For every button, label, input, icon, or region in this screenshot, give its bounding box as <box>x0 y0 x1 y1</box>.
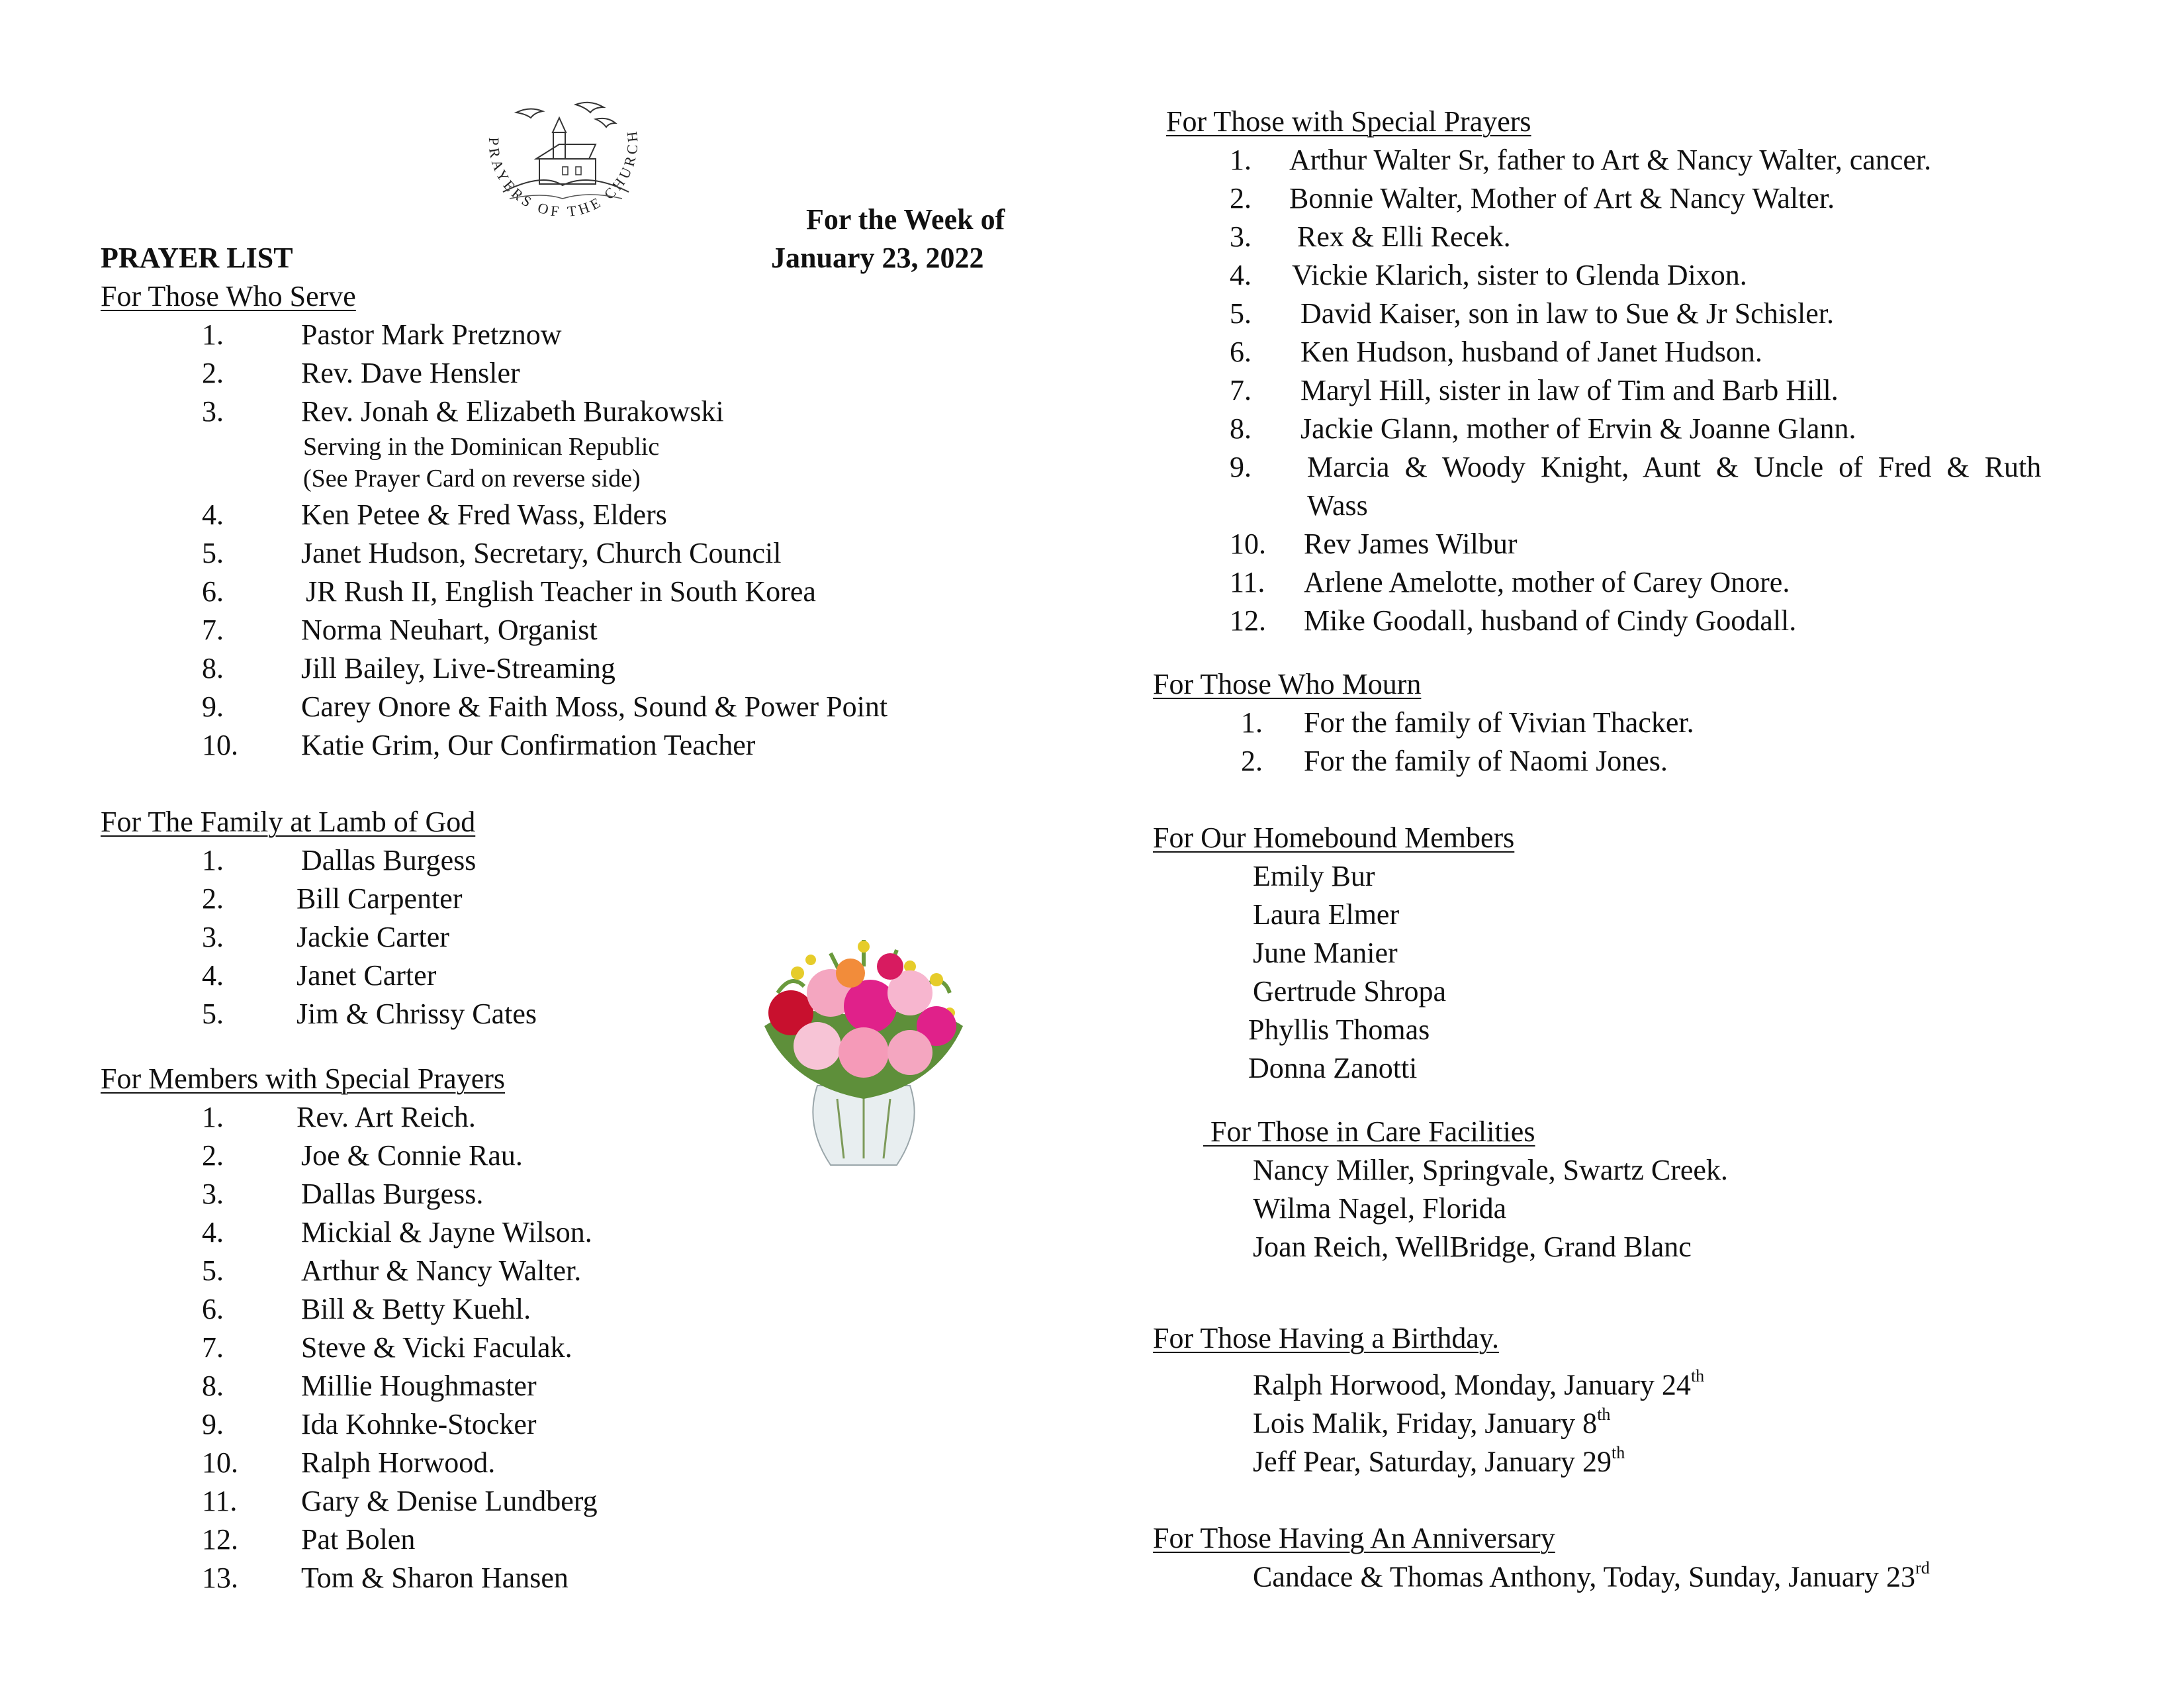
list-number: 12. <box>1230 604 1266 637</box>
list-number: 9. <box>1230 451 1251 483</box>
list-number: 6. <box>1230 336 1251 368</box>
list-number: 9. <box>202 690 224 723</box>
list-number: 1. <box>202 318 224 351</box>
list-item <box>1253 1443 1625 1478</box>
list-item: Ralph Horwood. <box>301 1446 496 1479</box>
list-item: Ken Petee & Fred Wass, Elders <box>301 498 667 531</box>
members-heading: For Members with Special Prayers <box>101 1062 505 1095</box>
list-number: 10. <box>202 1446 238 1479</box>
birthday-heading: For Those Having a Birthday. <box>1153 1322 1500 1354</box>
week-label: For the Week of <box>806 203 1005 236</box>
list-item: Pat Bolen <box>301 1523 416 1556</box>
list-number: 11. <box>1230 566 1265 598</box>
list-item: JR Rush II, English Teacher in South Korea <box>306 575 816 608</box>
list-number: 4. <box>202 1216 224 1248</box>
list-item: Jackie Glann, mother of Ervin & Joanne Glann. <box>1300 412 1856 445</box>
flower-bouquet-image <box>738 914 989 1178</box>
week-date: January 23, 2022 <box>771 242 984 274</box>
list-item: Mike Goodall, husband of Cindy Goodall. <box>1304 604 1797 637</box>
list-item: Ida Kohnke-Stocker <box>301 1408 537 1440</box>
list-item: Nancy Miller, Springvale, Swartz Creek. <box>1253 1154 1728 1186</box>
list-number: 8. <box>1230 412 1251 445</box>
list-item: Vickie Klarich, sister to Glenda Dixon. <box>1292 259 1747 291</box>
list-item-note: Serving in the Dominican Republic <box>303 433 660 461</box>
care-heading-text: For Those in Care Facilities <box>1210 1115 1535 1148</box>
list-number: 7. <box>1230 374 1251 406</box>
list-item: Emily Bur <box>1253 860 1375 892</box>
list-number: 3. <box>1230 220 1251 253</box>
serve-heading: For Those Who Serve <box>101 280 356 312</box>
special-heading: For Those with Special Prayers <box>1166 105 1531 138</box>
ordinal-suffix: th <box>1611 1443 1625 1462</box>
list-item: Pastor Mark Pretznow <box>301 318 562 351</box>
list-number: 8. <box>202 652 224 684</box>
list-number: 5. <box>202 1254 224 1287</box>
list-item: Maryl Hill, sister in law of Tim and Barb Hill. <box>1300 374 1839 406</box>
list-item: Rev. Art Reich. <box>296 1101 476 1133</box>
list-number: 7. <box>202 1331 224 1364</box>
list-item <box>1253 1366 1705 1401</box>
list-number: 3. <box>202 395 224 428</box>
ordinal-suffix: rd <box>1915 1558 1930 1577</box>
list-item: Jackie Carter <box>296 921 449 953</box>
ordinal-suffix: th <box>1597 1405 1611 1424</box>
list-item: Laura Elmer <box>1253 898 1400 931</box>
page-title: PRAYER LIST <box>101 242 293 274</box>
list-item: Millie Houghmaster <box>301 1370 537 1402</box>
list-item: Katie Grim, Our Confirmation Teacher <box>301 729 756 761</box>
list-number: 5. <box>202 998 224 1030</box>
list-number: 5. <box>1230 297 1251 330</box>
list-number: 6. <box>202 1293 224 1325</box>
list-item: Gary & Denise Lundberg <box>301 1485 598 1517</box>
list-item: Joan Reich, WellBridge, Grand Blanc <box>1253 1231 1692 1263</box>
birthday-text: Lois Malik, Friday, January 8 <box>1253 1407 1598 1440</box>
logo-ring-text: PRAYERS OF THE CHURCH <box>485 127 641 220</box>
list-item: Joe & Connie Rau. <box>301 1139 523 1172</box>
list-item: Steve & Vicki Faculak. <box>301 1331 572 1364</box>
list-item: Jim & Chrissy Cates <box>296 998 537 1030</box>
list-item: For the family of Vivian Thacker. <box>1304 706 1694 739</box>
list-item: Bill Carpenter <box>296 882 463 915</box>
list-number: 2. <box>1230 182 1251 214</box>
list-item: Dallas Burgess <box>301 844 477 876</box>
list-item: Wilma Nagel, Florida <box>1253 1192 1507 1225</box>
list-item: Janet Hudson, Secretary, Church Council <box>301 537 782 569</box>
list-item: Rev. Jonah & Elizabeth Burakowski <box>301 395 724 428</box>
list-item-continuation: Wass <box>1307 489 1368 522</box>
family-heading: For The Family at Lamb of God <box>101 806 476 838</box>
list-number: 7. <box>202 614 224 646</box>
list-number: 4. <box>202 959 224 992</box>
list-number: 10. <box>1230 528 1266 560</box>
list-item: Dallas Burgess. <box>301 1178 484 1210</box>
svg-text:PRAYERS OF THE CHURCH <box>486 128 641 220</box>
list-number: 4. <box>202 498 224 531</box>
list-item: Janet Carter <box>296 959 437 992</box>
list-number: 3. <box>202 921 224 953</box>
prayers-of-the-church-logo <box>463 93 662 232</box>
list-item: Ken Hudson, husband of Janet Hudson. <box>1300 336 1762 368</box>
list-item: Rev. Dave Hensler <box>301 357 520 389</box>
list-item: Arthur & Nancy Walter. <box>301 1254 582 1287</box>
anniversary-text: Candace & Thomas Anthony, Today, Sunday, January 23 <box>1253 1560 1916 1593</box>
list-item: Arthur Walter Sr, father to Art & Nancy Walter, cancer. <box>1289 144 1932 176</box>
list-item: David Kaiser, son in law to Sue & Jr Schisler. <box>1300 297 1835 330</box>
list-number: 1. <box>1241 706 1263 739</box>
list-item-note: (See Prayer Card on reverse side) <box>303 465 641 492</box>
list-number: 12. <box>202 1523 238 1556</box>
list-item: Arlene Amelotte, mother of Carey Onore. <box>1304 566 1790 598</box>
list-item: Gertrude Shropa <box>1253 975 1447 1008</box>
list-number: 11. <box>202 1485 238 1517</box>
mourn-heading: For Those Who Mourn <box>1153 668 1422 700</box>
list-item: Rex & Elli Recek. <box>1297 220 1511 253</box>
list-number: 6. <box>202 575 224 608</box>
list-number: 2. <box>202 357 224 389</box>
list-number: 8. <box>202 1370 224 1402</box>
list-item: Donna Zanotti <box>1248 1052 1418 1084</box>
list-item <box>1253 1405 1611 1440</box>
birthday-text: Jeff Pear, Saturday, January 29 <box>1253 1445 1612 1478</box>
list-item: Bill & Betty Kuehl. <box>301 1293 531 1325</box>
list-item: Marcia & Woody Knight, Aunt & Uncle of Fred & Ruth <box>1307 451 2042 483</box>
list-item: Tom & Sharon Hansen <box>301 1562 569 1594</box>
list-number: 1. <box>202 844 224 876</box>
list-number: 1. <box>202 1101 224 1133</box>
list-item: Mickial & Jayne Wilson. <box>301 1216 592 1248</box>
list-number: 13. <box>202 1562 238 1594</box>
list-item: Jill Bailey, Live-Streaming <box>301 652 615 684</box>
list-item: Phyllis Thomas <box>1248 1013 1430 1046</box>
list-number: 9. <box>202 1408 224 1440</box>
list-number: 10. <box>202 729 238 761</box>
list-number: 3. <box>202 1178 224 1210</box>
list-item: Bonnie Walter, Mother of Art & Nancy Walter. <box>1289 182 1835 214</box>
list-item <box>1253 1558 1930 1593</box>
list-item: Carey Onore & Faith Moss, Sound & Power Point <box>301 690 888 723</box>
ordinal-suffix: th <box>1690 1366 1705 1385</box>
list-number: 4. <box>1230 259 1251 291</box>
list-number: 5. <box>202 537 224 569</box>
list-item: Rev James Wilbur <box>1304 528 1518 560</box>
list-number: 2. <box>202 882 224 915</box>
anniversary-heading: For Those Having An Anniversary <box>1153 1522 1555 1554</box>
birthday-text: Ralph Horwood, Monday, January 24 <box>1253 1368 1691 1401</box>
care-heading <box>1203 1117 1535 1147</box>
list-number: 1. <box>1230 144 1251 176</box>
homebound-heading: For Our Homebound Members <box>1153 821 1515 854</box>
list-item: June Manier <box>1253 937 1398 969</box>
list-number: 2. <box>202 1139 224 1172</box>
list-item: Norma Neuhart, Organist <box>301 614 598 646</box>
list-number: 2. <box>1241 745 1263 777</box>
list-item: For the family of Naomi Jones. <box>1304 745 1668 777</box>
